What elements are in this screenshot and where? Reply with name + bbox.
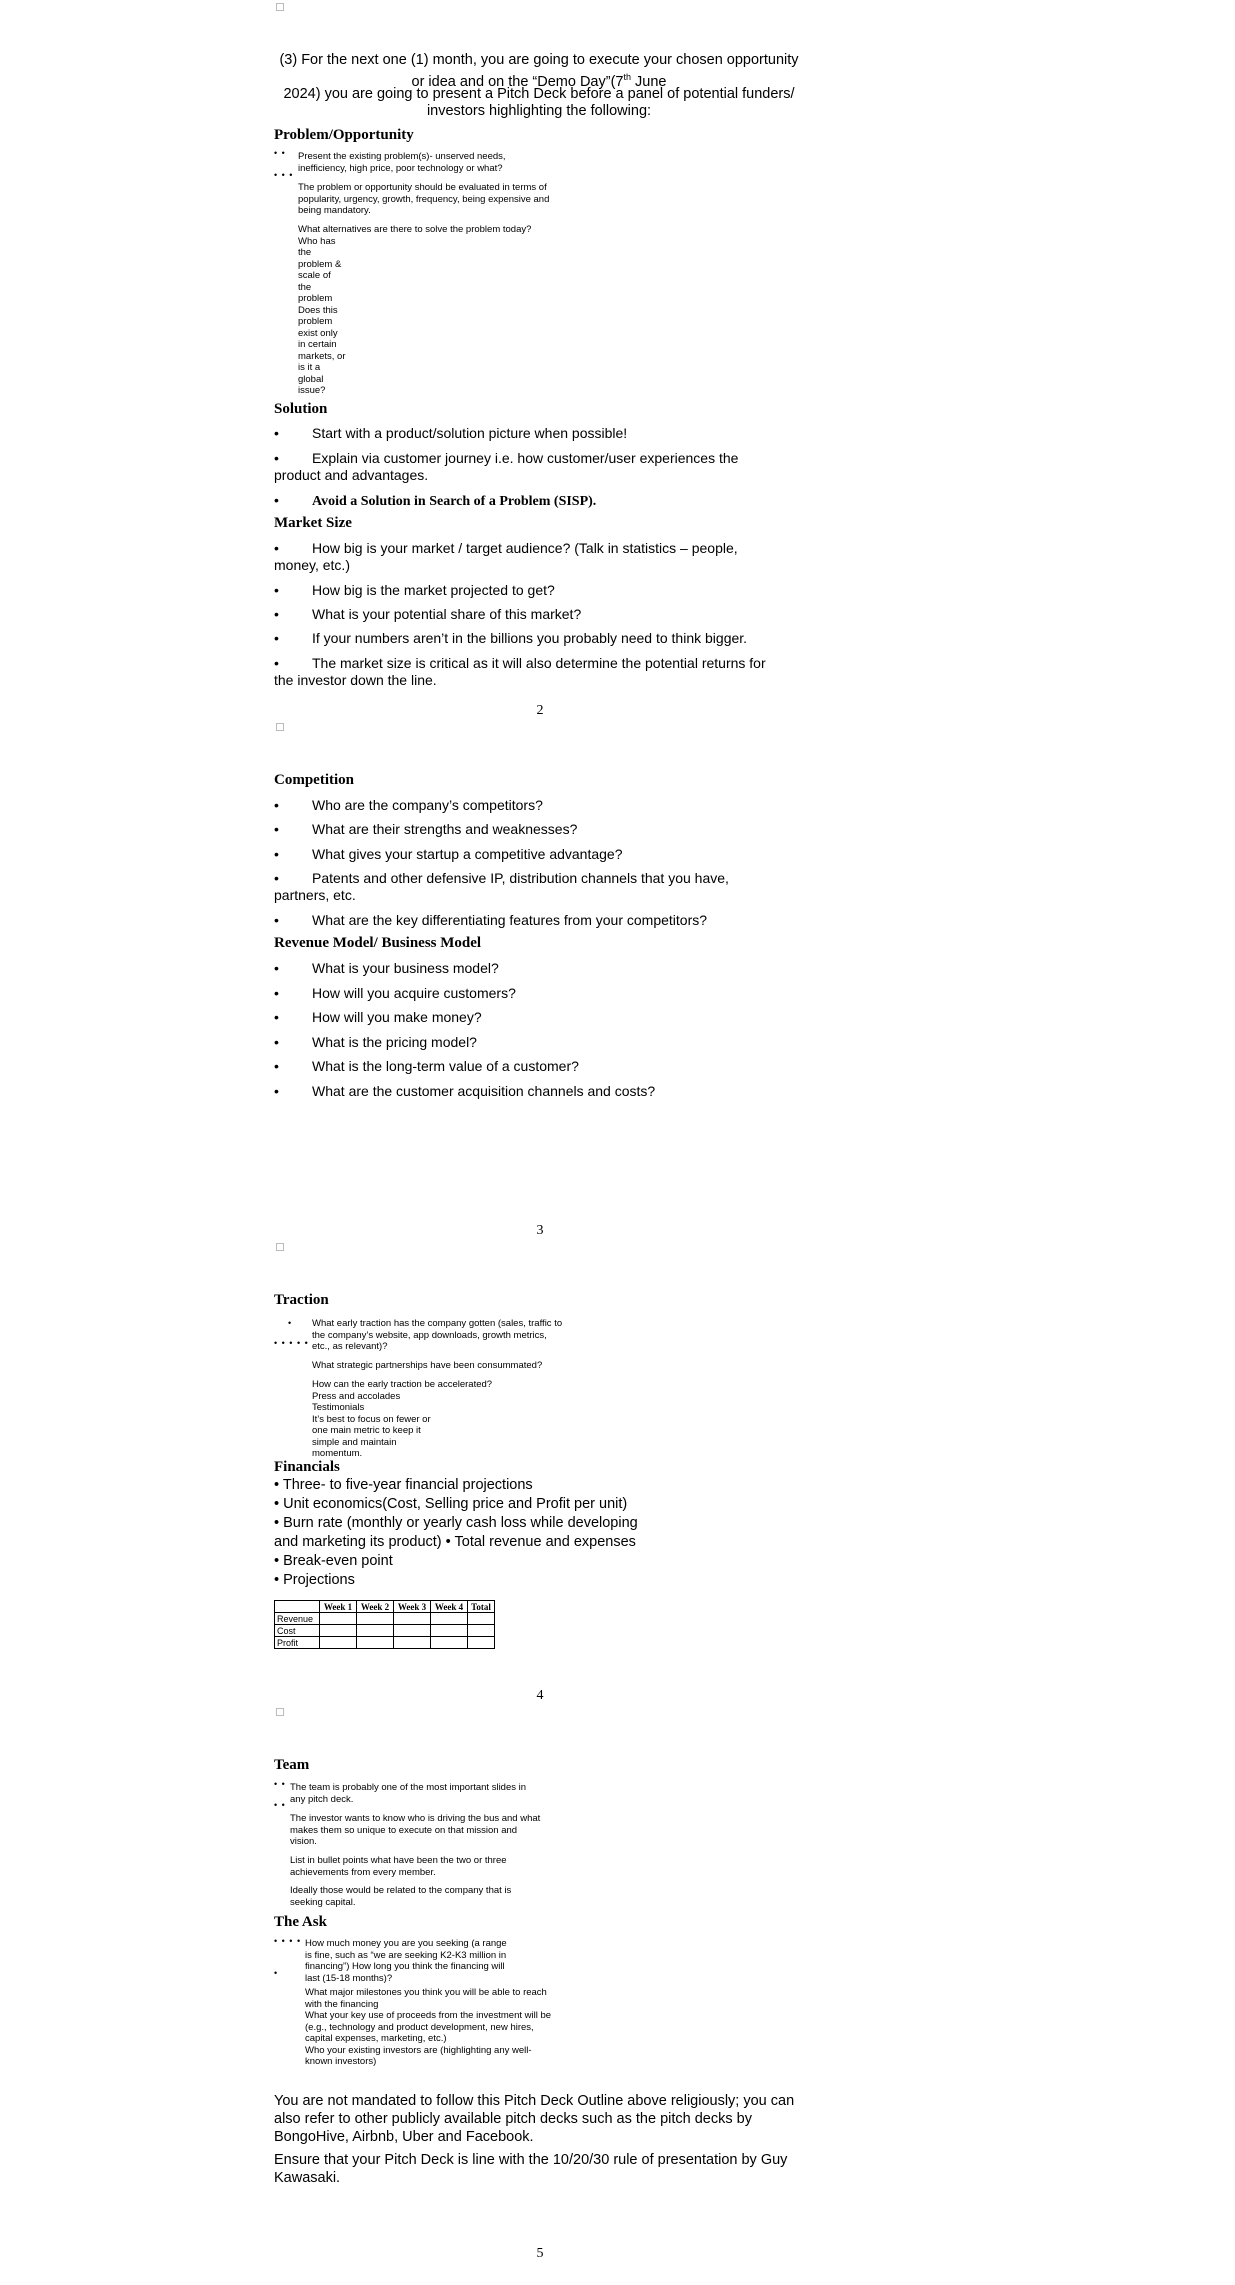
page-marker-icon	[276, 1243, 284, 1251]
table-header-cell: Week 2	[357, 1601, 394, 1613]
list-item: • If your numbers aren’t in the billions you probably need to think bigger.	[274, 630, 748, 646]
list-item: • Explain via customer journey i.e. how customer/user experiences the product and advantages.	[274, 450, 739, 483]
list-item: • Patents and other defensive IP, distribution channels that you have, partners, etc.	[274, 870, 729, 903]
table-cell	[468, 1613, 495, 1625]
table-cell	[357, 1613, 394, 1625]
table-header-cell: Week 3	[394, 1601, 431, 1613]
list-item: • What are the customer acquisition channels and costs?	[274, 1083, 656, 1099]
table-row	[275, 1637, 495, 1649]
team-heading: Team	[274, 1757, 310, 1773]
intro-line-3: 2024) you are going to present a Pitch Deck before a panel of potential funders/	[283, 86, 795, 102]
competition-heading: Competition	[274, 772, 354, 788]
ask-heading: The Ask	[274, 1914, 327, 1930]
traction-item-1: What early traction has the company gotten (sales, traffic to the company’s website, app downloads, growth metrics, etc., as relevant)?	[312, 1318, 563, 1352]
table-header-row	[275, 1601, 495, 1613]
list-item: • What are the key differentiating features from your competitors?	[274, 912, 708, 928]
list-item: • How will you acquire customers?	[274, 985, 516, 1001]
bullet-dots: • • •	[274, 170, 294, 180]
table-cell	[431, 1637, 468, 1649]
traction-heading: Traction	[274, 1292, 329, 1308]
list-item: • What is the long-term value of a customer?	[274, 1058, 579, 1074]
list-item: • The market size is critical as it will also determine the potential returns for the investor down the line.	[274, 655, 766, 688]
closing-paragraph-1: You are not mandated to follow this Pitch Deck Outline above religiously; you can also refer to other publicly available pitch decks such as the pitch decks by BongoHive, Airbnb, Uber and Facebook.	[274, 2093, 795, 2145]
intro-line-1: (3) For the next one (1) month, you are going to execute your chosen opportunity	[279, 52, 799, 68]
solution-heading: Solution	[274, 401, 328, 417]
closing-paragraph-2: Ensure that your Pitch Deck is line with the 10/20/30 rule of presentation by Guy Kawasaki.	[274, 2152, 788, 2186]
page-marker-icon	[276, 3, 284, 11]
problem-item-1: Present the existing problem(s)- unserved needs, inefficiency, high price, poor technology or what?	[298, 151, 506, 174]
table-cell	[468, 1637, 495, 1649]
team-item-4: Ideally those would be related to the company that is seeking capital.	[290, 1885, 512, 1908]
bullet-dots: • • • • •	[274, 1338, 309, 1348]
list-item: • What is the pricing model?	[274, 1034, 477, 1050]
intro-line-4: investors highlighting the following:	[426, 103, 652, 119]
list-item: • What gives your startup a competitive advantage?	[274, 846, 623, 862]
traction-item-2: What strategic partnerships have been consummated?	[312, 1360, 543, 1371]
intro-line-2: or idea and on the “Demo Day”(7th June	[411, 72, 667, 90]
table-cell	[468, 1625, 495, 1637]
table-cell	[357, 1625, 394, 1637]
page-number: 2	[536, 703, 544, 718]
bullet-dots: • • • •	[274, 1936, 302, 1946]
table-row	[275, 1613, 495, 1625]
bullet-dots: • •	[274, 1800, 286, 1810]
bullet-dots: •	[274, 1968, 279, 1978]
problem-heading: Problem/Opportunity	[274, 127, 414, 143]
list-item: • What is your business model?	[274, 960, 499, 976]
table-cell	[431, 1625, 468, 1637]
page-marker-icon	[276, 723, 284, 731]
table-cell	[320, 1637, 357, 1649]
financials-heading: Financials	[274, 1459, 340, 1475]
bullet-dots: • •	[274, 148, 286, 158]
table-cell	[431, 1613, 468, 1625]
list-item: • Start with a product/solution picture when possible!	[274, 425, 628, 441]
page-number: 5	[536, 2246, 544, 2261]
problem-item-2: The problem or opportunity should be evaluated in terms of popularity, urgency, growth, frequency, being expensive and being mandatory.	[298, 182, 550, 216]
market-heading: Market Size	[274, 515, 352, 531]
page-number: 3	[536, 1223, 544, 1238]
table-header-cell	[275, 1601, 320, 1613]
table-row-label: Profit	[275, 1637, 320, 1649]
table-cell	[394, 1613, 431, 1625]
problem-item-3: What alternatives are there to solve the problem today? Who has the problem & scale of the problem Does this problem exist only in certain markets, or is it a global issue?	[298, 224, 532, 396]
table-cell	[320, 1625, 357, 1637]
bullet-dots: • •	[274, 1779, 286, 1789]
financials-list: • Three- to five-year financial projections • Unit economics(Cost, Selling price and Profit per unit) • Burn rate (monthly or yearly cash loss while developing and marketing its product) • Total revenue and expenses • Break-even point • Projections	[274, 1477, 638, 1588]
list-item: • Avoid a Solution in Search of a Problem (SISP).	[274, 492, 597, 509]
revenue-heading: Revenue Model/ Business Model	[274, 935, 482, 951]
bullet-dots: •	[288, 1318, 293, 1328]
ask-items: How much money you are you seeking (a range is fine, such as “we are seeking K2-K3 million in financing”) How long you think the financing will last (15-18 months)? What major milestones you think you will be able to reach with the financing What your key use of proceeds from the investment will be (e.g., technology and product development, new hires, capital expenses, marketing, etc.) Who your existing investors are (highlighting any well- known investors)	[305, 1938, 552, 2067]
table-cell	[320, 1613, 357, 1625]
table-row-label: Revenue	[275, 1613, 320, 1625]
list-item: • How big is the market projected to get?	[274, 582, 555, 598]
team-item-3: List in bullet points what have been the two or three achievements from every member.	[290, 1855, 507, 1878]
table-header-cell: Week 4	[431, 1601, 468, 1613]
page-number: 4	[536, 1688, 544, 1703]
table-header-cell: Week 1	[320, 1601, 357, 1613]
list-item: • What are their strengths and weaknesses?	[274, 821, 578, 837]
table-cell	[394, 1625, 431, 1637]
team-item-1: The team is probably one of the most important slides in any pitch deck.	[290, 1782, 527, 1805]
table-cell	[357, 1637, 394, 1649]
list-item: • Who are the company’s competitors?	[274, 797, 543, 813]
table-row	[275, 1625, 495, 1637]
traction-item-3: How can the early traction be accelerated? Press and accolades Testimonials It’s best to focus on fewer or one main metric to keep it simple and maintain momentum.	[312, 1379, 493, 1459]
list-item: • What is your potential share of this market?	[274, 606, 582, 622]
table-cell	[394, 1637, 431, 1649]
list-item: • How big is your market / target audience? (Talk in statistics – people, money, etc.)	[274, 540, 738, 573]
list-item: • How will you make money?	[274, 1009, 482, 1025]
table-header-cell: Total	[468, 1601, 495, 1613]
team-item-2: The investor wants to know who is driving the bus and what makes them so unique to execute on that mission and vision.	[290, 1813, 541, 1847]
page-marker-icon	[276, 1708, 284, 1716]
projections-table	[274, 1600, 495, 1649]
table-row-label: Cost	[275, 1625, 320, 1637]
